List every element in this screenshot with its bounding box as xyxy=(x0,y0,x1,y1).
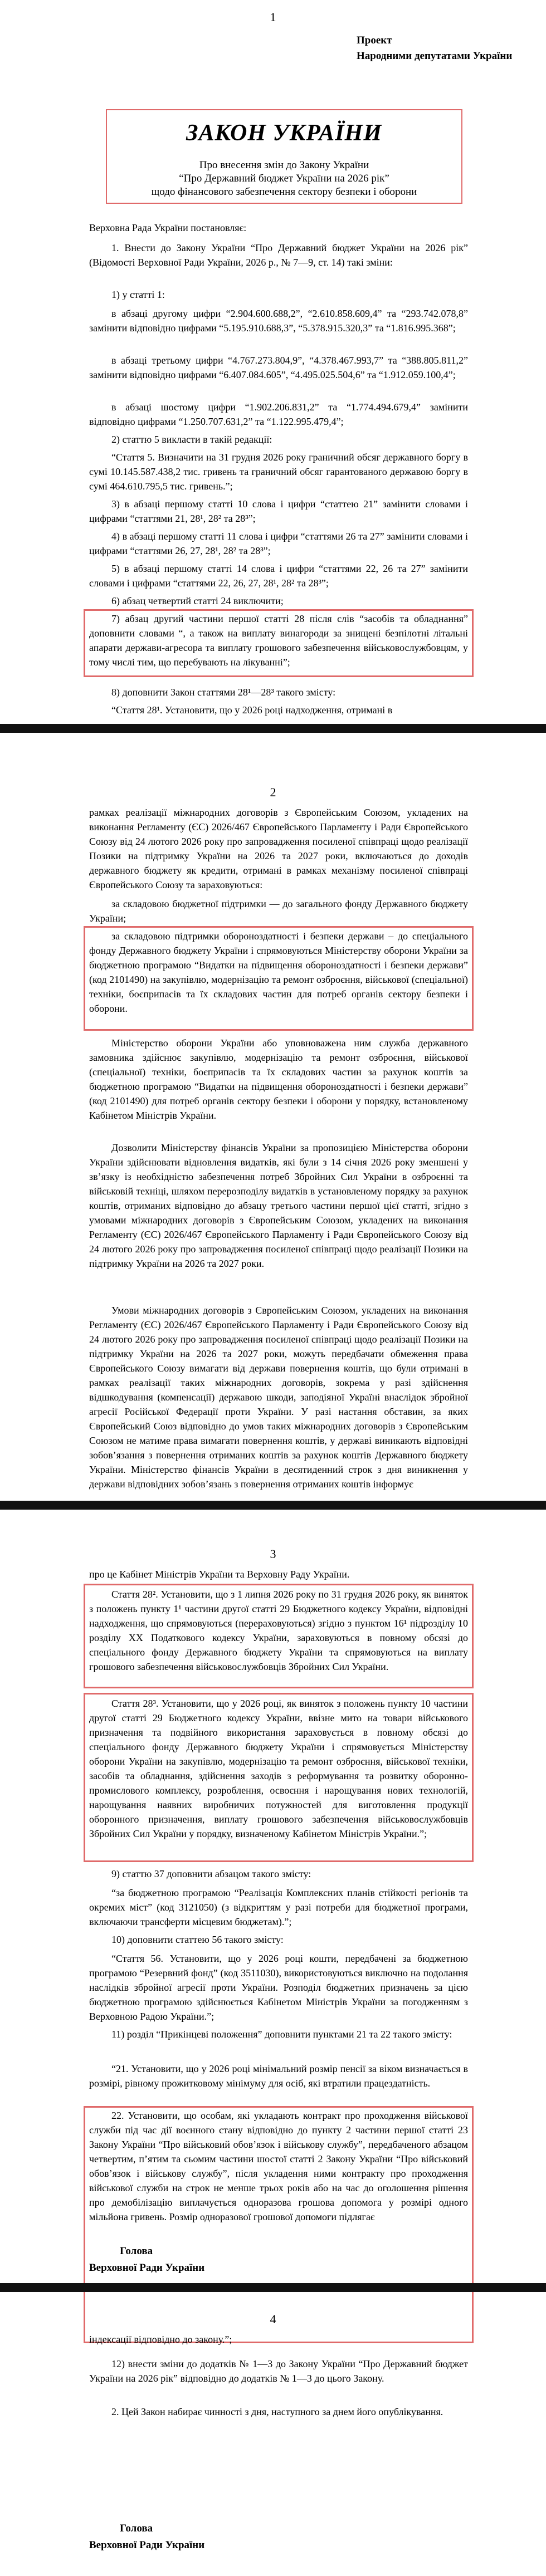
law-subtitle xyxy=(106,159,462,199)
paragraph: “Стаття 5. Визначити на 31 грудня 2026 року граничний обсяг державного боргу в сумі 10.145.587.438,2 тис. гривень та граничний обсяг гарантованого державою боргу в сумі 464.610.795,5 тис. гривень.”; xyxy=(89,452,468,492)
paragraph: “21. Установити, що у 2026 році мінімальний розмір пенсії за віком визначається в розмірі, рівному прожитковому мінімуму для осіб, які втратили працездатність. xyxy=(89,2063,468,2089)
paragraph: 12) внести зміни до додатків № 1—3 до Закону України “Про Державний бюджет України на 2026 рік” відповідно до додатків № 1—3 до цього Закону. xyxy=(89,2358,468,2384)
signature-body: Верховної Ради України xyxy=(89,2262,205,2274)
paragraph: 2. Цей Закон набирає чинності з дня, наступного за днем його опублікування. xyxy=(111,2406,443,2417)
subtitle-line: “Про Державний бюджет України на 2026 рік” xyxy=(179,173,389,184)
paragraph: Умови міжнародних договорів з Європейським Союзом, укладених на виконання Регламенту (ЄС) 2026/467 Європейського Парламенту і Ради Європейського Союзу від 24 лютого 2026 року про запровадження посиленої співпраці щодо реалізації Позики на підтримку України на 2026 та 2027 роки, можуть передбачати обмеження права Європейського Союзу вимагати від держави повернення коштів, що були отримані в рамках реалізації таких міжнародних договорів, зокрема у разі здійснення відшкодування (компенсації) державою шкоди, заподіяної Україні внаслідок збройної агресії Російської Федерації проти України. У разі настання обставин, за яких Європейський Союз відповідно до умов таких міжнародних договорів з Європейським Союзом не матиме права вимагати повернення коштів, у державі виникають відповідні зобов’язання з повернення отриманих коштів за рахунок коштів Державного бюджету України. Міністерство фінансів України в десятиденний строк з дня виникнення у держави відповідних зобов’язань з повернення отриманих коштів інформує xyxy=(89,1305,468,1490)
subtitle-line: Про внесення змін до Закону України xyxy=(199,159,369,171)
signature-title: Голова xyxy=(120,2523,153,2534)
paragraph: 5) в абзаці першому статті 14 слова і цифри “статтями 22, 26 та 27” замінити словами і цифрами “статтями 22, 26, 27, 28¹, 28² та 28³”; xyxy=(89,563,468,589)
paragraph: за складовою бюджетної підтримки — до загального фонду Державного бюджету України; xyxy=(89,898,468,924)
paragraph: “Стаття 28¹. Установити, що у 2026 році надходження, отримані в xyxy=(111,704,393,716)
author-label: Народними депутатами України xyxy=(357,50,513,62)
paragraph: 3) в абзаці першому статті 10 слова і цифри “статтею 21” замінити словами і цифрами “статтями 21, 28¹, 28² та 28³”; xyxy=(89,498,468,524)
signature-body: Верховної Ради України xyxy=(89,2539,205,2551)
paragraph: 1) у статті 1: xyxy=(111,289,165,300)
paragraph: 8) доповнити Закон статтями 28¹—28³ такого змісту: xyxy=(111,687,336,698)
law-title: ЗАКОН УКРАЇНИ xyxy=(186,120,382,146)
resolves-text: Верховна Рада України постановляє: xyxy=(89,222,247,233)
paragraph: 2) статтю 5 викласти в такій редакції: xyxy=(111,434,272,445)
draft-label: Проект xyxy=(357,35,392,46)
paragraph: про це Кабінет Міністрів України та Верховну Раду України. xyxy=(89,1569,350,1580)
paragraph: в абзаці шостому цифри “1.902.206.831,2” та “1.774.494.679,4” замінити відповідно цифрами “1.250.707.631,2” та “1.122.995.479,4”; xyxy=(89,401,468,427)
paragraph: “за бюджетною програмою “Реалізація Комплексних планів стійкості регіонів та окремих міст” (код 3121050) (з відкриттям у разі потреби для бюджетної програми, включаючи трансферти місцевим бюджетам).”; xyxy=(89,1887,468,1927)
paragraph: за складовою підтримки обороноздатності і безпеки держави – до спеціального фонду Державного бюджету України і спрямовуються Міністерству оборони України за бюджетною програмою “Видатки на підвищення обороноздатності і безпеки держави” (код 2101490) на закупівлю, модернізацію та ремонт озброєння, військової (спеціальної) техніки, боєприпасів та їх складових частин для потреб органів сектору безпеки і оборони. xyxy=(89,931,468,1014)
paragraph: 10) доповнити статтею 56 такого змісту: xyxy=(111,1934,284,1945)
page-separator xyxy=(0,2283,546,2292)
page-separator xyxy=(0,1501,546,1510)
paragraph: 4) в абзаці першому статті 11 слова і цифри “статтями 26 та 27” замінити словами і цифрами “статтями 26, 27, 28¹, 28² та 28³”; xyxy=(89,531,468,556)
page-number: 4 xyxy=(270,2312,276,2326)
page-number: 2 xyxy=(270,785,276,799)
subtitle-line: щодо фінансового забезпечення сектору безпеки і оборони xyxy=(151,186,417,198)
paragraph: 9) статтю 37 доповнити абзацом такого змісту: xyxy=(111,1868,311,1879)
paragraph: рамках реалізації міжнародних договорів з Європейським Союзом, укладених на виконання Регламенту (ЄС) 2026/467 Європейського Парламенту і Ради Європейського Союзу від 24 лютого 2026 року про запровадження посиленої співпраці щодо реалізації Позики на підтримку України на 2026 та 2027 роки, включаються до доходів державного бюджету як кредити, отримані в рамках механізму посиленої співпраці Європейського Союзу та зараховуються: xyxy=(89,807,468,890)
paragraph: 6) абзац четвертий статті 24 виключити; xyxy=(111,595,284,606)
page-separator xyxy=(0,724,546,733)
paragraph: індексації відповідно до закону.”; xyxy=(89,2334,232,2345)
page-number: 3 xyxy=(270,1547,276,1561)
paragraph: Міністерство оборони України або уповноважена ним служба державного замовника здійснює закупівлю, модернізацію та ремонт озброєння, військової (спеціальної) техніки, боєприпасів та їх складових частин за рахунок коштів за бюджетною програмою “Видатки на підвищення обороноздатності і безпеки держави” (код 2101490) для потреб органів сектору безпеки і оборони у порядку, встановленому Кабінетом Міністрів України. xyxy=(89,1037,468,1121)
signature-title: Голова xyxy=(120,2245,153,2257)
paragraph: Стаття 28². Установити, що з 1 липня 2026 року по 31 грудня 2026 року, як виняток з положень пункту 1¹ частини другої статті 29 Бюджетного кодексу України, відповідні надходження, що спрямовуються (перераховуються) згідно з пунктом 16¹ підрозділу 10 розділу XX Податкового кодексу України, зараховуються в повному обсязі до спеціального фонду Державного бюджету України та спрямовуються на виплату грошового забезпечення військовослужбовців Збройних Сил України. xyxy=(89,1589,468,1672)
page-number: 1 xyxy=(270,10,276,24)
paragraph: 22. Установити, що особам, які укладають контракт про проходження військової служби під час дії воєнного стану відповідно до пункту 2 частини першої статті 23 Закону України “Про військовий обов’язок і військову службу”, передбаченого абзацом четвертим, п’ятим та сьомим частини шостої статті 2 Закону України “Про військовий обов’язок і військову службу”, після укладення ними контракту про проходження військової служби на строк не менше трьох років або на час до оголошення рішення про демобілізацію виплачується одноразова грошова допомога у розмірі одного мільйона гривень. Розмір одноразової грошової допомоги підлягає xyxy=(89,2110,468,2222)
paragraph: 1. Внести до Закону України “Про Державний бюджет України на 2026 рік” (Відомості Верховної Ради України, 2026 р., № 7—9, ст. 14) такі зміни: xyxy=(89,242,468,268)
paragraph: Стаття 28³. Установити, що у 2026 році, як виняток з положень пункту 10 частини другої статті 29 Бюджетного кодексу України, ввізне мито на товари військового призначення та подвійного використання зараховується в повному обсязі до спеціального фонду Державного бюджету України і спрямовується Міністерству оборони України на закупівлю, модернізацію та ремонт озброєння, військової техніки, засобів та обладнання, здійснення заходів з реформування та розвитку оборонно-промислового комплексу, розроблення, освоєння і нарощування нових технологій, нарощування наявних виробничих потужностей для виготовлення продукції оборонного призначення, виплату грошового забезпечення військовослужбовців Збройних Сил України у порядку, визначеному Кабінетом Міністрів України.”; xyxy=(89,1698,468,1839)
paragraph: Дозволити Міністерству фінансів України за пропозицією Міністерства оборони України здійснювати відновлення видатків, які були з 14 січня 2026 року зменшені у зв’язку із необхідністю забезпечення потреб Збройних Сил України в озброєнні та військовій техніці, шляхом перерозподілу видатків в установленому порядку за рахунок коштів, отриманих відповідно до абзацу третього частини першої цієї статті, згідно з умовами міжнародних договорів з Європейським Союзом, укладених на виконання Регламенту (ЄС) 2026/467 Європейського Парламенту і Ради Європейського Союзу від 24 лютого 2026 року про запровадження посиленої співпраці щодо реалізації Позики на підтримку України на 2026 та 2027 роки. xyxy=(89,1142,468,1269)
paragraph: 7) абзац другий частини першої статті 28 після слів “засобів та обладнання” доповнити словами “, а також на виплату винагороди за знищені безпілотні літальні апарати держави-агресора та виплату грошового забезпечення військовослужбовцям, у тому числі тим, що перебувають на лікуванні”; xyxy=(89,613,468,668)
paragraph: “Стаття 56. Установити, що у 2026 році кошти, передбачені за бюджетною програмою “Резервний фонд” (код 3511030), використовуються виключно на подолання наслідків збройної агресії проти України. Розподіл бюджетних призначень за цією бюджетною програмою здійснюється Кабінетом Міністрів України за погодженням з Верховною Радою України.”; xyxy=(89,1953,468,2022)
paragraph: в абзаці третьому цифри “4.767.273.804,9”, “4.378.467.993,7” та “388.805.811,2” замінити відповідно цифрами “6.407.084.605”, “4.495.025.504,6” та “1.912.059.100,4”; xyxy=(89,355,468,380)
paragraph: 11) розділ “Прикінцеві положення” доповнити пунктами 21 та 22 такого змісту: xyxy=(111,2029,452,2040)
paragraph: в абзаці другому цифри “2.904.600.688,2”, “2.610.858.609,4” та “293.742.078,8” замінити відповідно цифрами “5.195.910.688,3”, “5.378.915.320,3” та “1.816.995.368”; xyxy=(89,308,468,334)
